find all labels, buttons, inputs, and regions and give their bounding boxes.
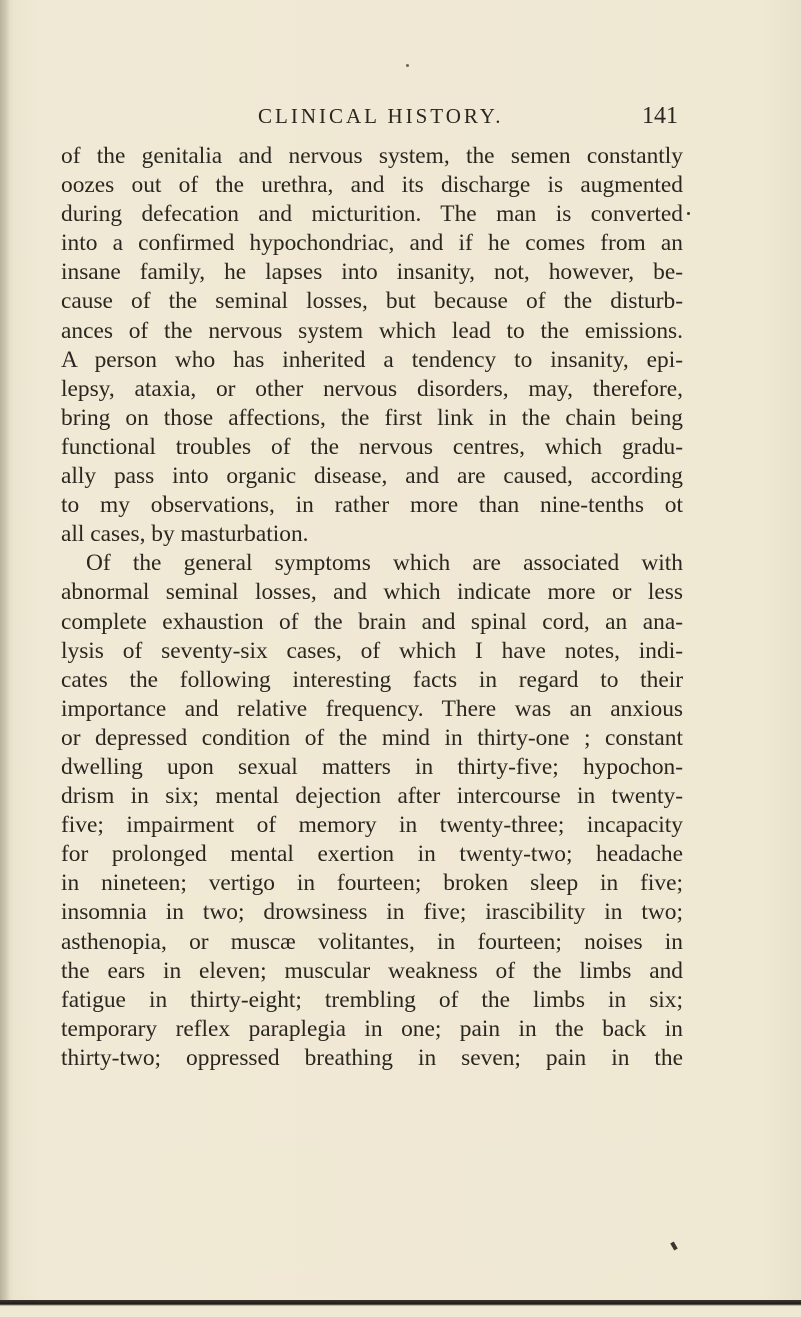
text-line: cates the following interesting facts in regard to their (61, 666, 683, 693)
text-line: A person who has inherited a tendency to insanity, epi- (61, 346, 683, 373)
text-line: functional troubles of the nervous centres, which gradu- (61, 433, 683, 460)
text-line: during defecation and micturition. The man is converted (61, 201, 683, 228)
text-line: ally pass into organic disease, and are caused, according (61, 463, 683, 490)
text-line: for prolonged mental exertion in twenty-two; headache (61, 841, 683, 868)
page-bottom-edge (0, 1300, 801, 1317)
text-line: into a confirmed hypochondriac, and if he comes from an (61, 230, 683, 257)
text-line: ances of the nervous system which lead to the emissions. (61, 317, 683, 344)
text-line: to my observations, in rather more than nine-tenths ot (61, 492, 683, 519)
body-text (61, 142, 683, 1073)
text-line: five; impairment of memory in twenty-three; incapacity (61, 812, 683, 839)
text-line: cause of the seminal losses, but because of the disturb- (61, 288, 683, 315)
text-line: abnormal seminal losses, and which indicate more or less (61, 579, 683, 606)
text-line: insomnia in two; drowsiness in five; irascibility in two; (61, 899, 683, 926)
text-line: the ears in eleven; muscular weakness of the limbs and (61, 957, 683, 984)
text-line: complete exhaustion of the brain and spinal cord, an ana- (61, 608, 683, 635)
text-line: importance and relative frequency. There was an anxious (61, 695, 683, 722)
running-head: CLINICAL HISTORY. (258, 104, 504, 128)
text-line: bring on those affections, the first link in the chain being (61, 404, 683, 431)
page-header (258, 104, 678, 134)
page-number: 141 (642, 103, 678, 129)
margin-speck (670, 1242, 677, 1251)
margin-speck (687, 212, 690, 215)
text-line: fatigue in thirty-eight; trembling of the limbs in six; (61, 986, 683, 1013)
text-line: insane family, he lapses into insanity, not, however, be- (61, 259, 683, 286)
text-line: drism in six; mental dejection after intercourse in twenty- (61, 783, 683, 810)
text-line: dwelling upon sexual matters in thirty-five; hypochon- (61, 753, 683, 780)
text-line: oozes out of the urethra, and its discharge is augmented (61, 172, 683, 199)
text-line: in nineteen; vertigo in fourteen; broken sleep in five; (61, 870, 683, 897)
paragraph-start-line: Of the general symptoms which are associated with (86, 550, 683, 577)
text-line: thirty-two; oppressed breathing in seven; pain in the (61, 1044, 683, 1071)
text-line: or depressed condition of the mind in thirty-one ; constant (61, 724, 683, 751)
text-line: asthenopia, or muscæ volitantes, in fourteen; noises in (61, 928, 683, 955)
text-line: temporary reflex paraplegia in one; pain in the back in (61, 1015, 683, 1042)
text-line: lysis of seventy-six cases, of which I have notes, indi- (61, 637, 683, 664)
text-line: of the genitalia and nervous system, the semen constantly (61, 143, 683, 169)
print-speck (406, 64, 409, 67)
text-line: lepsy, ataxia, or other nervous disorders, may, therefore, (61, 375, 683, 402)
paragraph-end-line: all cases, by masturbation. (61, 521, 309, 548)
binding-shadow (0, 0, 10, 1317)
